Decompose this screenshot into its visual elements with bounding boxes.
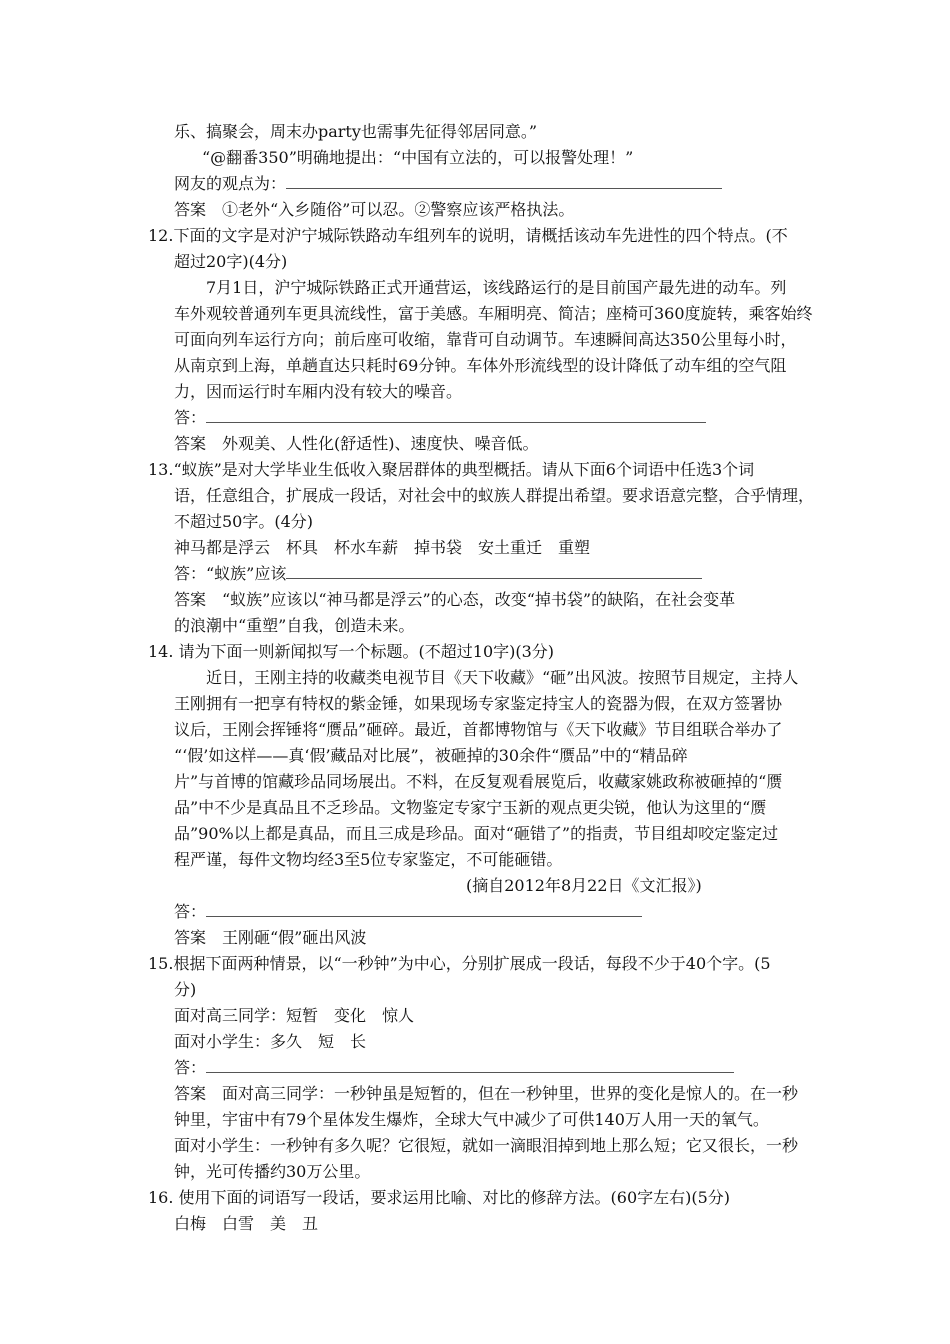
- answer-prompt: 答：: [174, 1058, 207, 1077]
- text-line: 面对小学生：一秒钟有多久呢？它很短，就如一滴眼泪掉到地上那么短；它又很长，一秒: [174, 1136, 799, 1155]
- source-citation: (摘自2012年8月22日《文汇报》): [466, 876, 702, 895]
- text-line: 片”与首博的馆藏珍品同场展出。不料，在反复观看展览后，收藏家姚政称被砸掉的“赝: [174, 772, 783, 791]
- text-line: 白梅 白雪 美 丑: [174, 1214, 319, 1233]
- question-13: 13.“蚁族”是对大学毕业生低收入聚居群体的典型概括。请从下面6个词语中任选3个词: [148, 460, 755, 479]
- text-line: [174, 1055, 734, 1081]
- answer-blank[interactable]: [206, 900, 642, 917]
- text-line: 钟，光可传播约30万公里。: [174, 1162, 371, 1181]
- text-line: 品”90%以上都是真品，而且三成是珍品。面对“砸错了”的指责，节目组却咬定鉴定过: [174, 824, 779, 843]
- text-line: 可面向列车运行方向；前后座可收缩，靠背可自动调节。车速瞬间高达350公里每小时，: [174, 330, 797, 349]
- text-line: 王刚拥有一把享有特权的紫金锤，如果现场专家鉴定持宝人的瓷器为假，在双方签署协: [174, 694, 783, 713]
- text-line: “‘假’如这样——真‘假’藏品对比展”，被砸掉的30余件“赝品”中的“精品碎: [174, 746, 688, 765]
- text-line: 面对高三同学：短暂 变化 惊人: [174, 1006, 415, 1025]
- text-line: 的浪潮中“重塑”自我，创造未来。: [174, 616, 415, 635]
- text-line: 不超过50字。(4分): [174, 512, 314, 531]
- text-line: 语，任意组合，扩展成一段话，对社会中的蚁族人群提出希望。要求语意完整，合乎情理，: [174, 486, 815, 505]
- text-line: 车外观较普通列车更具流线性，富于美感。车厢明亮、简洁；座椅可360度旋转，乘客始终: [174, 304, 813, 323]
- answer-line: 答案 外观美、人性化(舒适性)、速度快、噪音低。: [174, 434, 539, 453]
- text-line: 分): [174, 980, 197, 999]
- question-16: 16. 使用下面的词语写一段话，要求运用比喻、对比的修辞方法。(60字左右)(5分): [148, 1188, 731, 1207]
- answer-blank[interactable]: [206, 406, 706, 423]
- answer-blank[interactable]: [286, 172, 722, 189]
- text-line: 神马都是浮云 杯具 杯水车薪 掉书袋 安土重迁 重塑: [174, 538, 591, 557]
- text-line: 近日，王刚主持的收藏类电视节目《天下收藏》“砸”出风波。按照节目规定，主持人: [206, 668, 799, 687]
- answer-line: 答案 “蚁族”应该以“神马都是浮云”的心态，改变“掉书袋”的缺陷，在社会变革: [174, 590, 736, 609]
- answer-blank[interactable]: [286, 562, 702, 579]
- text-line: [174, 561, 702, 587]
- text-line: 程严谨，每件文物均经3至5位专家鉴定，不可能砸错。: [174, 850, 563, 869]
- answer-blank[interactable]: [206, 1056, 734, 1073]
- text-line: “@翻番350”明确地提出：“中国有立法的，可以报警处理！”: [202, 148, 634, 167]
- answer-prompt: 答：: [174, 408, 207, 427]
- text-line: 议后，王刚会挥锤将“赝品”砸碎。最近，首都博物馆与《天下收藏》节目组联合举办了: [174, 720, 783, 739]
- text-line: 面对小学生：多久 短 长: [174, 1032, 367, 1051]
- text-line: 从南京到上海，单趟直达只耗时69分钟。车体外形流线型的设计降低了动车组的空气阻: [174, 356, 787, 375]
- text-line: [174, 899, 642, 925]
- text-line: [174, 171, 722, 197]
- question-12: 12.下面的文字是对沪宁城际铁路动车组列车的说明，请概括该动车先进性的四个特点。(不: [148, 226, 788, 245]
- question-14: 14. 请为下面一则新闻拟写一个标题。(不超过10字)(3分): [148, 642, 555, 661]
- text-line: 超过20字)(4分): [174, 252, 288, 271]
- answer-prompt: 网友的观点为：: [174, 174, 287, 193]
- answer-line: 答案 ①老外“入乡随俗”可以忍。②警察应该严格执法。: [174, 200, 575, 219]
- answer-prompt: 答：: [174, 902, 207, 921]
- answer-prompt: 答：“蚁族”应该: [174, 564, 287, 583]
- text-line: 品”中不少是真品且不乏珍品。文物鉴定专家宁玉新的观点更尖锐，他认为这里的“赝: [174, 798, 767, 817]
- text-line: 7月1日，沪宁城际铁路正式开通营运，该线路运行的是目前国产最先进的动车。列: [206, 278, 787, 297]
- text-line: [174, 405, 706, 431]
- question-15: 15.根据下面两种情景，以“一秒钟”为中心，分别扩展成一段话，每段不少于40个字。(5: [148, 954, 771, 973]
- text-line: 钟里，宇宙中有79个星体发生爆炸，全球大气中减少了可供140万人用一天的氧气。: [174, 1110, 769, 1129]
- text-line: 力，因而运行时车厢内没有较大的噪音。: [174, 382, 463, 401]
- text-line: 乐、搞聚会，周末办party也需事先征得邻居同意。”: [174, 122, 538, 141]
- answer-line: 答案 面对高三同学：一秒钟虽是短暂的，但在一秒钟里，世界的变化是惊人的。在一秒: [174, 1084, 799, 1103]
- answer-line: 答案 王刚砸“假”砸出风波: [174, 928, 367, 947]
